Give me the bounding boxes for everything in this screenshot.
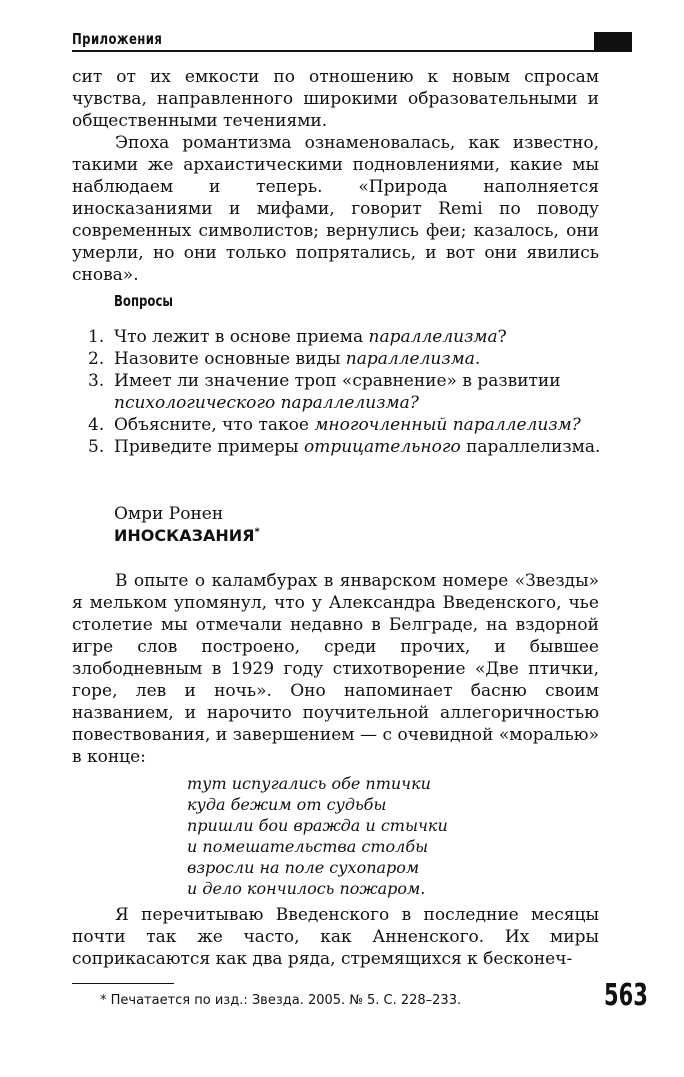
question-item	[88, 436, 608, 458]
question-number: 5.	[88, 437, 105, 457]
question-number: 4.	[88, 415, 105, 435]
article-author: Омри Ронен	[114, 504, 224, 524]
header-rule	[72, 50, 632, 52]
question-number: 3.	[88, 371, 105, 391]
poem-quote	[187, 773, 448, 899]
footnote: * Печатается по изд.: Звезда. 2005. № 5. С. 228–233.	[100, 993, 462, 1008]
poem-line: куда бежим от судьбы	[187, 795, 387, 814]
article-title	[114, 526, 260, 545]
footnote-marker: *	[254, 526, 260, 538]
question-term: параллелизма	[368, 327, 498, 347]
poem-line: и помешательства столбы	[187, 837, 429, 856]
poem-line: пришли бои вражда и стычки	[187, 816, 448, 835]
question-term: многочленный параллелизм?	[314, 415, 581, 435]
poem-line: тут испугались обе птички	[187, 774, 431, 793]
header-block	[594, 32, 632, 50]
question-text: Приведите примеры	[114, 437, 304, 457]
top-text	[72, 66, 599, 286]
paragraph-continuation: сит от их емкости по отношению к новым спросам чувства, направленного широкими образовательными и общественными течениями.	[72, 67, 599, 131]
section-title: Приложения	[72, 30, 163, 48]
question-number: 1.	[88, 327, 105, 347]
running-header	[72, 30, 632, 54]
article-body-continued	[72, 904, 599, 970]
question-term: отрицательного	[303, 437, 461, 457]
question-tail: ?	[497, 327, 507, 347]
question-item	[88, 348, 608, 370]
question-text: Назовите основные виды	[114, 349, 346, 369]
question-item	[88, 326, 608, 348]
poem-line: и дело кончилось пожаром.	[187, 879, 426, 898]
question-text: Что лежит в основе приема	[114, 327, 369, 347]
questions-list	[88, 326, 608, 458]
paragraph-romanticism: Эпоха романтизма ознаменовалась, как известно, такими же архаистическими подновлениями, какие мы наблюдаем и теперь. «Природа наполняется иносказаниями и мифами, говорит Remi по поводу современных символистов; вернулись феи; казалось, они умерли, но они только попрятались, и вот они явились снова».	[72, 133, 599, 285]
question-text: Имеет ли значение троп «сравнение» в развитии	[114, 371, 561, 391]
question-tail: .	[474, 349, 481, 369]
article-body	[72, 570, 599, 768]
poem-line: взросли на поле сухопаром	[187, 858, 420, 877]
footnote-rule	[72, 983, 174, 984]
question-item	[88, 414, 608, 436]
question-term: параллелизма	[345, 349, 475, 369]
question-text: Объясните, что такое	[114, 415, 315, 435]
article-title-text: ИНОСКАЗАНИЯ	[114, 526, 255, 545]
question-item	[88, 370, 608, 414]
question-term: психологического параллелизма?	[114, 393, 419, 413]
page-number: 563	[604, 978, 648, 1013]
questions-heading: Вопросы	[114, 292, 173, 310]
question-tail: параллелизма.	[460, 437, 601, 457]
paragraph-intro: В опыте о каламбурах в январском номере «Звезды» я мельком упомянул, что у Александра Введенского, чье столетие мы отмечали недавно в Белграде, на вздорной игре слов построено, среди прочих, и бывшее злободневным в 1929 году стихотворение «Две птички, горе, лев и ночь». Оно напоминает басню своим названием, и нарочито поучительной аллегоричностью повествования, и завершением — с очевидной «моралью» в конце:	[72, 571, 599, 767]
paragraph-vvedensky: Я перечитываю Введенского в последние месяцы почти так же часто, как Анненского. Их миры соприкасаются как два ряда, стремящихся к бесконеч-	[72, 905, 599, 969]
question-number: 2.	[88, 349, 105, 369]
